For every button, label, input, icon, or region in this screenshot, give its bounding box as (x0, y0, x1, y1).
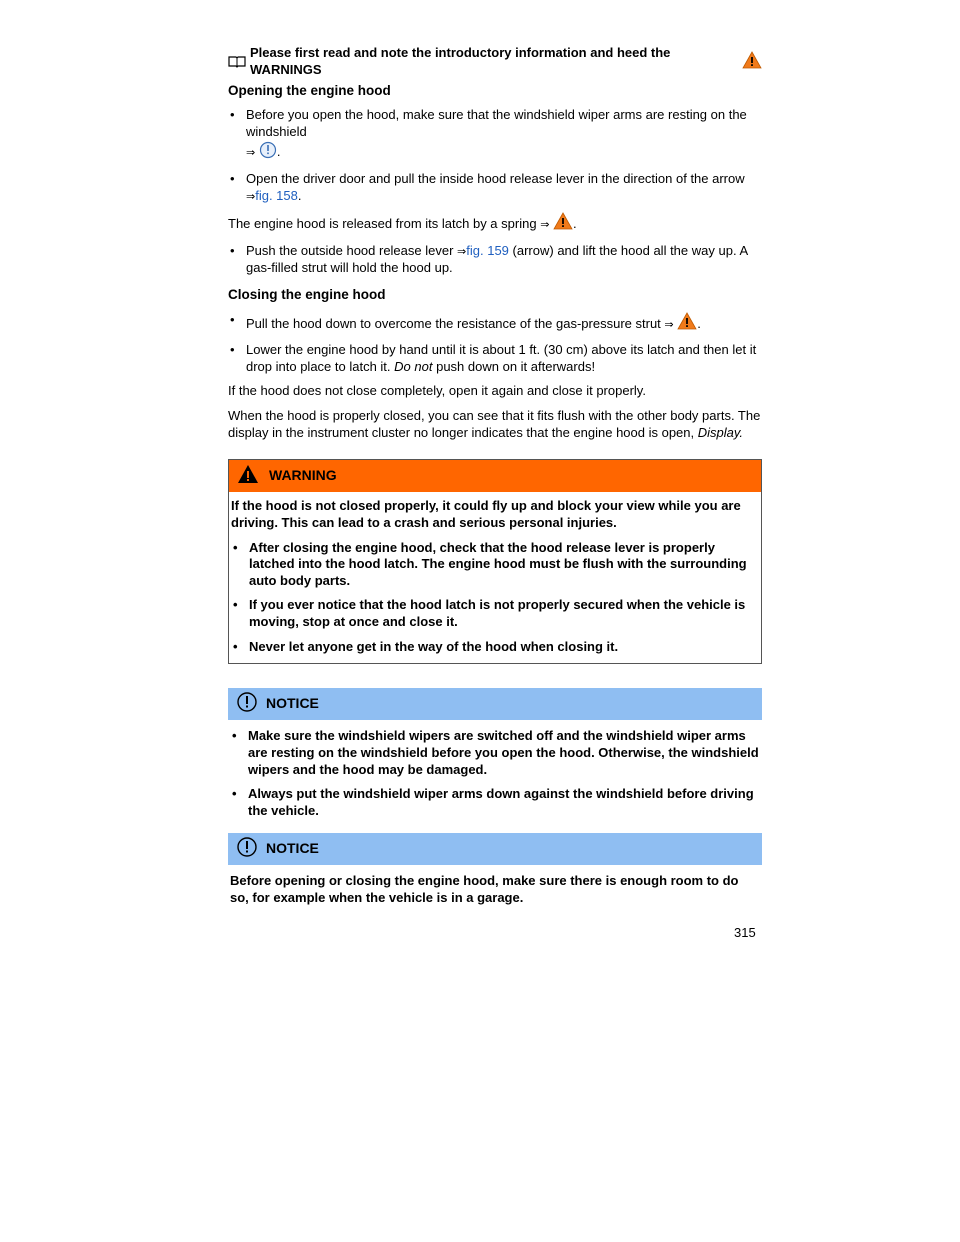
warning-body (229, 492, 761, 663)
list-item: • Never let anyone get in the way of the hood when closing it. (233, 638, 619, 654)
list-item: • Make sure the windshield wipers are switched off and the windshield wiper arms are resting on the windshield before you open the hood. Otherwise, the windshield wipers and the hood may be damaged. (232, 728, 759, 777)
intro-text: Please first read and note the introductory information and heed the WARNINGS (250, 45, 671, 77)
warning-triangle-icon (742, 51, 762, 74)
list-item: • Before you open the hood, make sure that the windshield wiper arms are resting on the windshield ⇒ . (228, 107, 762, 163)
opening-bullet-3: Push the outside hood release lever (246, 243, 454, 259)
arrow-symbol: ⇒ (457, 245, 467, 259)
list-item: • Open the driver door and pull the inside hood release lever in the direction of the arrow ⇒fig. 158. (230, 171, 745, 203)
notice-header-1 (228, 688, 762, 720)
warning-intro: If the hood is not closed properly, it could fly up and block your view while you are driving. This can lead to a crash and serious personal injuries. (231, 498, 741, 530)
list-item: • After closing the engine hood, check that the hood release lever is properly latched into the hood latch. The engine hood must be flush with the surrounding auto body parts. (233, 539, 747, 588)
fig-158-link[interactable]: fig. 158 (255, 187, 298, 203)
arrow-symbol: ⇒ (540, 218, 550, 232)
warning-label: WARNING (269, 467, 337, 484)
warning-header (229, 460, 761, 492)
warning-triangle-icon (677, 312, 697, 335)
fig-159-link[interactable]: fig. 159 (466, 243, 509, 259)
notice-circle-icon (236, 691, 258, 718)
list-item: • Lower the engine hood by hand until it is about 1 ft. (30 cm) above its latch and then let it drop into place to latch it. Do not push down on it afterwards! (230, 342, 757, 374)
spring-text: The engine hood is released from its latch by a spring (228, 216, 537, 232)
notice-circle-icon (259, 141, 277, 164)
opening-heading: Opening the engine hood (228, 83, 391, 98)
closing-heading: Closing the engine hood (228, 287, 386, 303)
notice-circle-icon (236, 836, 258, 863)
notice-body-2: Before opening or closing the engine hood, make sure there is enough room to do so, for example when the vehicle is in a garage. (230, 873, 739, 906)
arrow-symbol: ⇒ (664, 317, 674, 331)
closing-bullet-2: Lower the engine hood by hand until it is about 1 ft. (30 cm) above its latch and then let it drop into place to latch it. (246, 342, 757, 374)
bullet: • (230, 243, 235, 259)
closing-bullet-1: Pull the hood down to overcome the resistance of the gas-pressure strut (246, 315, 661, 331)
notice-label: NOTICE (266, 840, 319, 857)
list-item: • Push the outside hood release lever ⇒fig. 159 (arrow) and lift the hood all the way up. A gas-filled strut will hold the hood up. (230, 243, 748, 275)
intro-line (228, 45, 762, 77)
notice-label: NOTICE (266, 695, 319, 712)
bullet: • (230, 342, 235, 358)
closing-paragraph-1: If the hood does not close completely, open it again and close it properly. (228, 383, 646, 399)
bullet: • (230, 107, 235, 123)
page-number: 315 (734, 925, 756, 940)
warning-triangle-icon (237, 464, 259, 489)
closing-paragraph-2: When the hood is properly closed, you can see that it fits flush with the other body parts. The display in the instrument cluster no longer indicates that the engine hood is open, Display. (228, 408, 761, 440)
list-item: • Always put the windshield wiper arms down against the windshield before driving the vehicle. (232, 786, 754, 818)
list-item: • If you ever notice that the hood latch is not properly secured when the vehicle is moving, stop at once and close it. (233, 597, 746, 630)
warning-triangle-icon (553, 212, 573, 235)
warning-box (228, 459, 762, 664)
opening-bullet-1: Before you open the hood, make sure that the windshield wiper arms are resting on the windshield (246, 107, 747, 139)
notice-header-2 (228, 833, 762, 865)
bullet: • (230, 171, 235, 187)
opening-bullet-2: Open the driver door and pull the inside hood release lever in the direction of the arrow (246, 171, 745, 187)
list-item: • Pull the hood down to overcome the resistance of the gas-pressure strut ⇒ . (228, 312, 762, 335)
bullet: • (230, 311, 235, 327)
spring-paragraph: The engine hood is released from its latch by a spring ⇒ . (228, 212, 762, 235)
arrow-symbol: ⇒ (246, 145, 256, 159)
manual-page (228, 45, 762, 915)
arrow-symbol: ⇒ (246, 189, 256, 203)
notice-body-1 (228, 720, 762, 819)
book-icon (228, 56, 246, 68)
